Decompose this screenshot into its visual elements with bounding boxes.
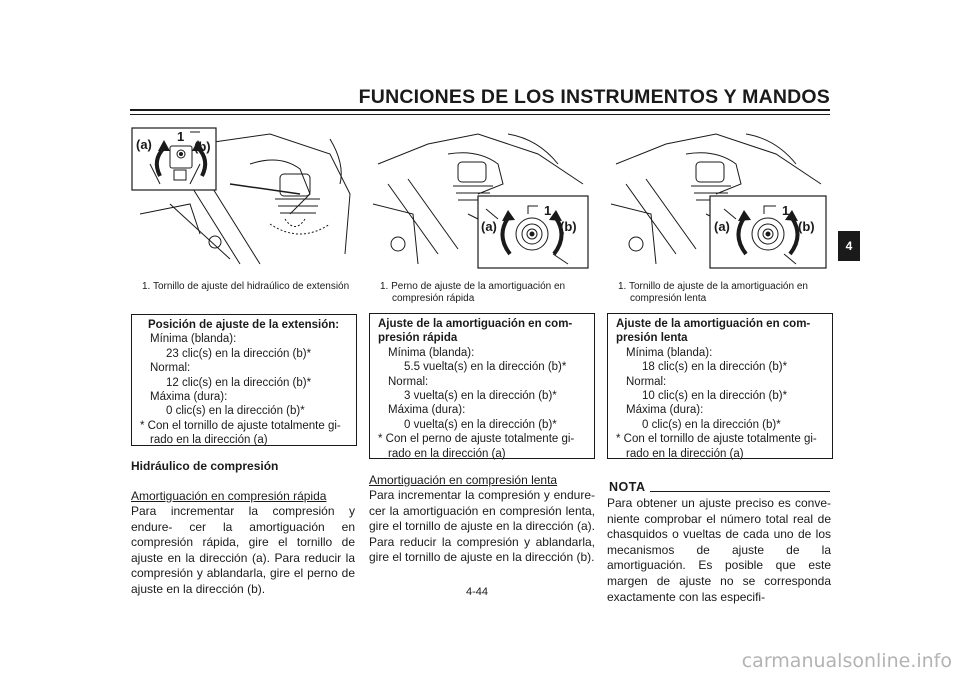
spec-normal-label: Normal: — [626, 375, 667, 388]
spec-box-slow-compression — [607, 313, 833, 459]
figure1-label-a: (a) — [136, 137, 152, 152]
figure-rebound-adjuster — [130, 124, 356, 272]
figure3-caption: 1. Tornillo de ajuste de la amortiguación en compresión lenta — [618, 281, 808, 304]
figure2-caption: 1. Perno de ajuste de la amortiguación en compresión rápida — [380, 281, 566, 304]
nota-rule — [650, 491, 830, 492]
spec-max-label: Máxima (dura): — [626, 404, 704, 417]
page-number: 4-44 — [466, 586, 489, 598]
figure3-label-b: (b) — [798, 219, 815, 234]
figure2-label-1: 1 — [544, 203, 552, 218]
paragraph-slow-compression: Para incrementar la compresión y endure- cer la amortiguación en compresión lenta, gire el tornillo de ajuste en la dirección (a). Para reducir la compresión y ablandarla, gire el tornillo de ajuste en la dirección (b). — [369, 488, 595, 565]
figure-fast-compression-adjuster — [368, 124, 594, 272]
spec-max-value: 0 clic(s) en la dirección (b)* — [166, 405, 305, 418]
spec-max-value: 0 vuelta(s) en la dirección (b)* — [404, 418, 557, 431]
figure-slow-compression-adjuster — [606, 124, 832, 272]
spec-note-line: * Con el perno de ajuste totalmente gi- — [378, 433, 575, 446]
chapter-tab: 4 — [838, 231, 860, 261]
figure2-label-b: (b) — [560, 219, 577, 234]
slow-compression-illustration — [606, 124, 832, 272]
spec-min-value: 23 clic(s) en la dirección (b)* — [166, 347, 312, 360]
page-title: FUNCIONES DE LOS INSTRUMENTOS Y MANDOS — [358, 86, 830, 108]
header-rule-thick — [130, 109, 830, 111]
spec-min-label: Mínima (blanda): — [150, 333, 237, 346]
watermark: carmanualsonline.info — [741, 650, 952, 672]
spec-min-value: 5.5 vuelta(s) en la dirección (b)* — [404, 361, 567, 374]
spec-normal-value: 10 clic(s) en la dirección (b)* — [642, 390, 788, 403]
spec-box-title: Posición de ajuste de la extensión: — [148, 319, 340, 331]
figure1-label-1: 1 — [177, 129, 185, 144]
spec-normal-value: 12 clic(s) en la dirección (b)* — [166, 376, 312, 389]
figure1-caption: 1. Tornillo de ajuste del hidraúlico de extensión — [142, 281, 350, 292]
spec-note-line: * Con el tornillo de ajuste totalmente gi- — [140, 419, 341, 432]
spec-box-title: presión lenta — [616, 332, 688, 345]
spec-note-line: * Con el tornillo de ajuste totalmente gi- — [616, 433, 817, 446]
spec-max-value: 0 clic(s) en la dirección (b)* — [642, 418, 781, 431]
spec-box-title: Ajuste de la amortiguación en com- — [616, 318, 811, 330]
spec-note-line: rado en la dirección (a) — [150, 434, 268, 447]
rebound-adjuster-illustration — [130, 124, 356, 272]
spec-box-title: presión rápida — [378, 332, 458, 345]
subheading-fast-compression: Amortiguación en compresión rápida — [131, 489, 327, 503]
header-rule-thin — [130, 114, 830, 115]
nota-label: NOTA — [609, 480, 646, 494]
spec-normal-value: 3 vuelta(s) en la dirección (b)* — [404, 390, 557, 403]
spec-box-title: Ajuste de la amortiguación en com- — [378, 318, 573, 330]
figure3-label-a: (a) — [714, 219, 730, 234]
spec-max-label: Máxima (dura): — [388, 404, 466, 417]
spec-box-rebound — [131, 314, 357, 446]
section-heading: Hidráulico de compresión — [131, 459, 279, 473]
spec-normal-label: Normal: — [388, 375, 429, 388]
spec-normal-label: Normal: — [150, 362, 191, 375]
paragraph-fast-compression: Para incrementar la compresión y endure- cer la amortiguación en compresión rápida, gire el tornillo de ajuste en la dirección (a). Para reducir la compresión y ablandarla, gire el perno de ajuste en la dirección (b). — [131, 504, 355, 596]
spec-box-fast-compression — [369, 313, 595, 459]
spec-max-label: Máxima (dura): — [150, 391, 228, 404]
spec-note-line: rado en la dirección (a) — [626, 447, 744, 460]
figure2-label-a: (a) — [481, 219, 497, 234]
spec-min-label: Mínima (blanda): — [388, 346, 475, 359]
subheading-slow-compression: Amortiguación en compresión lenta — [369, 473, 558, 487]
spec-note-line: rado en la dirección (a) — [388, 447, 506, 460]
spec-min-label: Mínima (blanda): — [626, 346, 713, 359]
figure1-label-b: (b) — [194, 139, 211, 154]
figure3-label-1: 1 — [782, 203, 790, 218]
fast-compression-illustration — [368, 124, 594, 272]
nota-paragraph: Para obtener un ajuste preciso es conve- niente comprobar el número total real de chasquidos o vueltas de cada uno de los mecanismos de ajuste de la amortiguación. Es posible que este margen de ajuste no se corresponda exactamente con las especifi- — [607, 496, 831, 604]
spec-min-value: 18 clic(s) en la dirección (b)* — [642, 361, 788, 374]
